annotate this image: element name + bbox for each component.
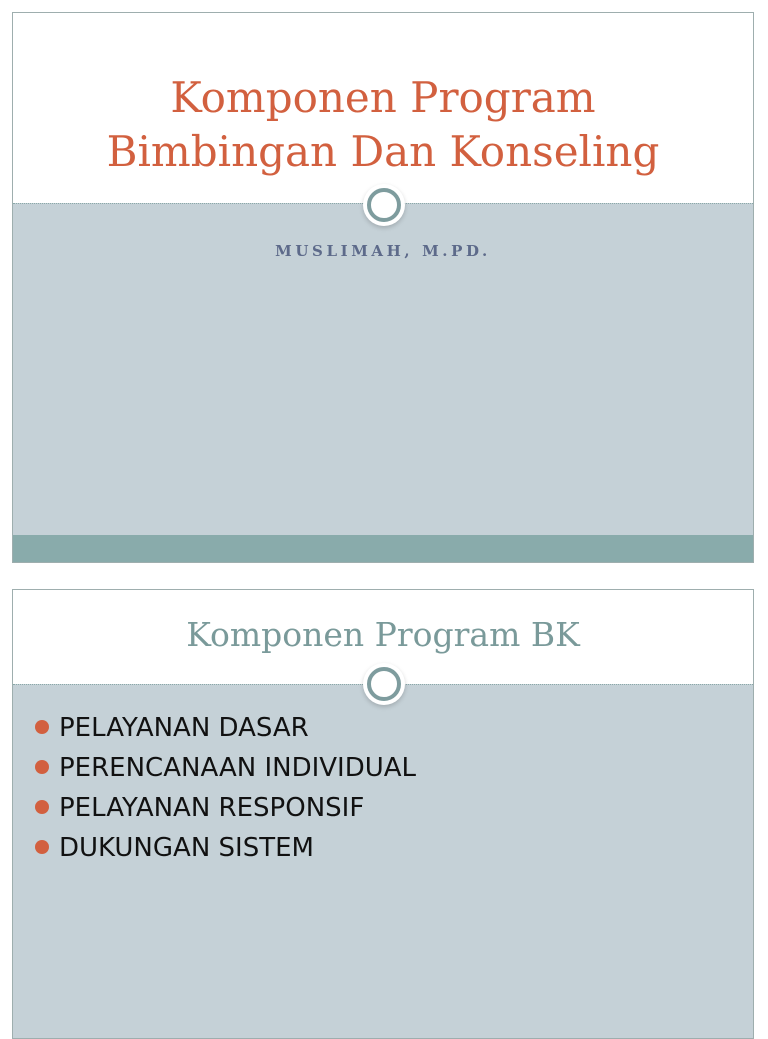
bullet-text: PERENCANAAN INDIVIDUAL xyxy=(59,753,417,783)
slide-1-title-line-1: Komponen Program xyxy=(170,73,596,122)
slide-2 xyxy=(12,589,754,1039)
slide-1-title xyxy=(13,71,753,179)
ring-circle-icon xyxy=(367,188,401,222)
ring-circle-icon xyxy=(367,667,401,701)
slide-1-bottom-band xyxy=(13,535,753,562)
bullet-item xyxy=(35,708,416,748)
bullet-list xyxy=(35,708,416,868)
bullet-text: DUKUNGAN SISTEM xyxy=(59,833,314,863)
bullet-item xyxy=(35,748,416,788)
bullet-item xyxy=(35,788,416,828)
slide-1-subtitle: MUSLIMAH, M.PD. xyxy=(275,242,491,260)
bullet-text: PELAYANAN RESPONSIF xyxy=(59,793,365,823)
bullet-dot-icon xyxy=(35,760,49,774)
slide-1 xyxy=(12,12,754,563)
slide-2-title: Komponen Program BK xyxy=(186,615,580,654)
bullet-dot-icon xyxy=(35,720,49,734)
bullet-dot-icon xyxy=(35,800,49,814)
bullet-text: PELAYANAN DASAR xyxy=(59,713,309,743)
bullet-item xyxy=(35,828,416,868)
slide-1-title-area xyxy=(13,13,753,203)
slide-1-title-line-2: Bimbingan Dan Konseling xyxy=(106,127,660,176)
bullet-dot-icon xyxy=(35,840,49,854)
